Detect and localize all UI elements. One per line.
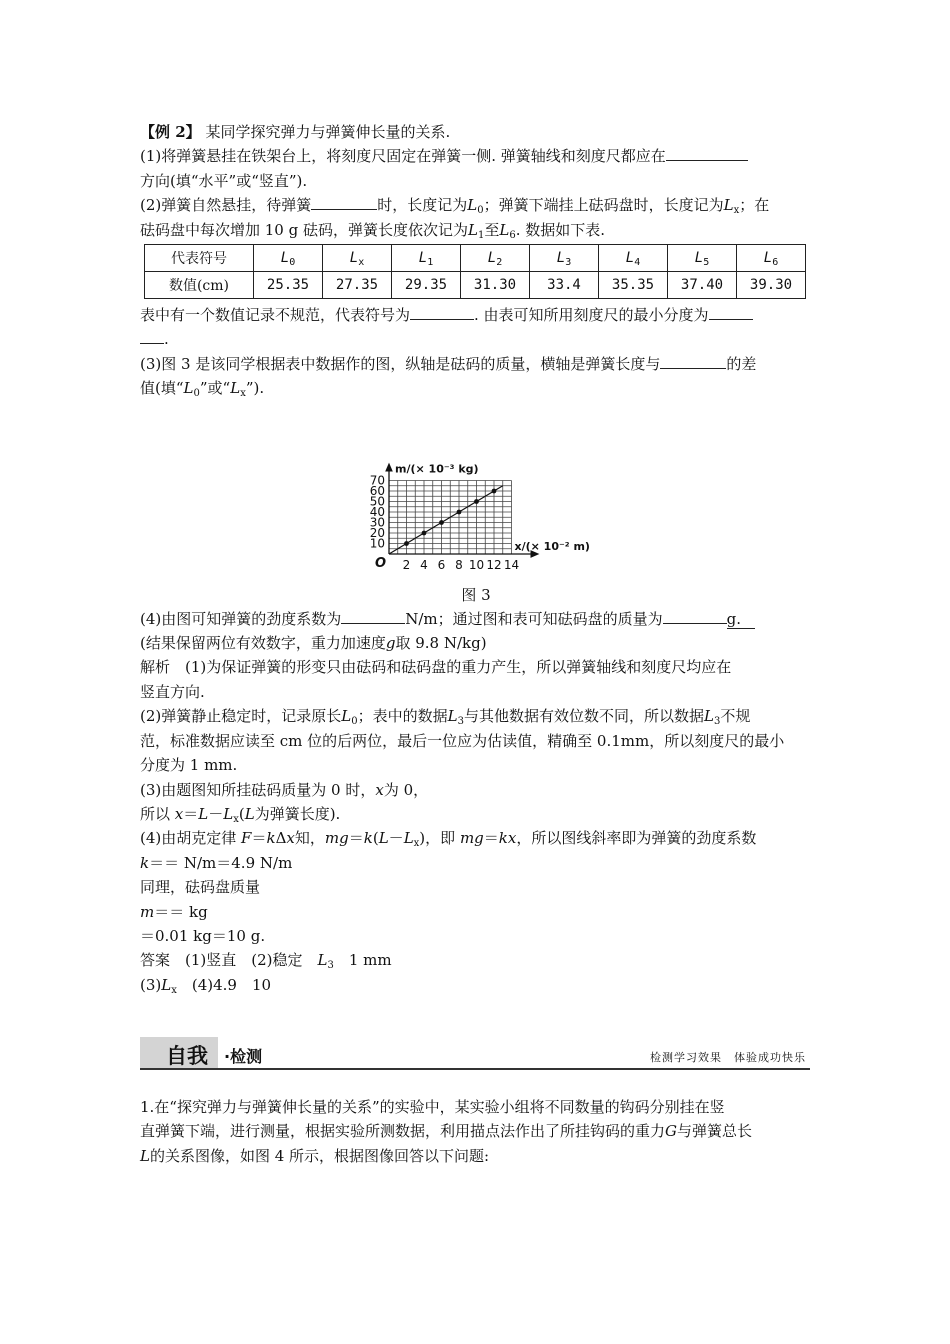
example-tag: 【例 2】 [140, 123, 201, 141]
q4-blank-1[interactable] [341, 608, 405, 624]
value-cell: 39.30 [737, 272, 806, 299]
q3-text: (3)图 3 是该同学根据表中数据作的图，纵轴是砝码的质量，横轴是弹簧长度与 [140, 354, 661, 373]
analysis-5 [140, 753, 812, 777]
q1-line-2 [140, 169, 812, 193]
q2-text: ；弹簧下端挂上砝码盘时，长度记为 [483, 196, 724, 215]
var-k: k [363, 829, 373, 848]
q2-blank-1[interactable] [311, 194, 377, 210]
q2-text: . 由表可知所用刻度尺的最小分度为 [474, 306, 709, 325]
symbol-cell: $L_5$ [668, 245, 737, 272]
var-x: x [507, 829, 517, 848]
value-cell: 35.35 [599, 272, 668, 299]
answer-text: (3) [140, 975, 162, 994]
data-point [457, 509, 462, 514]
var-L: L [703, 707, 714, 726]
analysis-2 [140, 680, 812, 704]
analysis-text: 同理，砝码盘质量 [140, 878, 261, 897]
y-tick-label: 10 [369, 536, 385, 551]
var-g: g [385, 634, 396, 653]
example-title: 某同学探究弹力与弹簧伸长量的关系. [205, 123, 451, 141]
q2-text: 砝码盘中每次增加 10 g 砝码，弹簧长度依次记为 [140, 220, 468, 239]
symbol-cell: $L_6$ [737, 245, 806, 272]
q1-text: (1)将弹簧悬挂在铁架台上，将刻度尺固定在弹簧一侧. 弹簧轴线和刻度尺都应在 [140, 147, 666, 166]
q4-text: g. [727, 610, 755, 629]
answer-text: 答案 (1)竖直 (2)稳定 [140, 951, 318, 970]
y-tick-label: 30 [369, 515, 385, 530]
analysis-1 [140, 655, 812, 679]
origin-label: O [375, 555, 387, 571]
q4-text: (结果保留两位有效数字，重力加速度 [140, 634, 386, 653]
q4-line-2 [140, 631, 812, 655]
example-heading [140, 120, 812, 144]
symbol-cell: $L_4$ [599, 245, 668, 272]
var-L: L [467, 196, 478, 215]
analysis-text: 为弹簧长度). [254, 804, 341, 823]
sub-3: 3 [457, 716, 464, 728]
var-L: L [161, 975, 172, 994]
x-tick-label: 10 [468, 557, 485, 572]
value-label: 数值(cm) [145, 272, 254, 299]
question-1 [140, 1095, 812, 1168]
figure-caption: 图 3 [461, 585, 491, 604]
symbol-cell: $L_1$ [392, 245, 461, 272]
analysis-11 [140, 900, 812, 924]
var-L: L [317, 951, 328, 970]
analysis-text: 解析 (1)为保证弹簧的形变只由砝码和砝码盘的重力产生，所以弹簧轴线和刻度尺均应在 [140, 658, 732, 677]
question1-text: 的关系图像，如图 4 所示，根据图像回答以下问题: [149, 1146, 490, 1165]
analysis-text: 不规 [720, 707, 751, 726]
var-m: m [140, 902, 155, 921]
sub-x: x [171, 984, 177, 996]
analysis-7 [140, 802, 812, 826]
sub-6: 6 [509, 229, 516, 241]
sub-0: 0 [193, 388, 200, 400]
analysis-text: ＝0.01 kg＝10 g. [140, 926, 266, 945]
self-check-header [140, 1037, 810, 1069]
question1-text: 与弹簧总长 [677, 1122, 753, 1141]
q4-text: (4)由图可知弹簧的劲度系数为 [140, 609, 342, 628]
symbol-cell: $L_0$ [254, 245, 323, 272]
q1-line-1 [140, 144, 812, 168]
analysis-4 [140, 729, 812, 753]
y-tick-label: 40 [369, 504, 385, 519]
analysis-text: (3)由题图知所挂砝码质量为 0 时， [140, 780, 376, 799]
analysis-text: ( [238, 804, 245, 823]
question1-text: 1.在“探究弹力与弹簧伸长量的关系”的实验中，某实验小组将不同数量的钩码分别挂在竖 [140, 1098, 725, 1116]
analysis-text: 分度为 1 mm. [140, 756, 238, 775]
q4-blank-2[interactable] [663, 608, 727, 624]
table-row-symbols [145, 245, 806, 272]
x-tick-label: 4 [420, 557, 428, 572]
sub-0: 0 [351, 716, 358, 728]
analysis-12 [140, 924, 812, 948]
var-L: L [723, 196, 734, 215]
var-L: L [244, 804, 255, 823]
x-tick-label: 2 [402, 557, 411, 572]
var-g: g [474, 829, 484, 848]
q1-blank[interactable] [666, 145, 748, 161]
analysis-9 [140, 851, 812, 875]
symbol-cell: $L_x$ [323, 245, 392, 272]
data-point [474, 499, 479, 504]
q2-text: (2)弹簧自然悬挂，待弹簧 [140, 196, 312, 215]
analysis-text: (2)弹簧静止稳定时，记录原长 [140, 707, 342, 726]
analysis-text: 知， [294, 829, 325, 848]
sub-x: x [733, 205, 740, 217]
section-sub-title: ·检测 [224, 1047, 263, 1066]
value-cell: 33.4 [530, 272, 599, 299]
analysis-text: － [208, 804, 224, 823]
q1-text-2: 方向(填“水平”或“竖直”). [140, 171, 308, 190]
value-cell: 25.35 [254, 272, 323, 299]
q3-text: ”). [245, 379, 265, 398]
analysis-text: 范，标准数据应读至 cm 位的后两位，最后一位应为估读值，精确至 0.1mm，所以刻度尺的最小 [140, 731, 785, 750]
analysis-text: 竖直方向. [140, 682, 205, 701]
section-divider [140, 1068, 810, 1070]
analysis-3 [140, 704, 812, 728]
x-tick-label: 8 [455, 557, 463, 572]
q3-line-1 [140, 352, 812, 376]
q1-text-line-1 [140, 1095, 812, 1119]
analysis-text: 为 0， [383, 780, 429, 799]
x-tick-label: 6 [437, 557, 446, 572]
header-label: 代表符号 [145, 245, 254, 272]
x-tick-label: 14 [503, 557, 520, 572]
sub-x: x [233, 813, 239, 825]
q3-text: ”或“ [199, 379, 231, 398]
analysis-text: Δ [275, 829, 287, 848]
example-2 [140, 120, 812, 997]
q2-text: . [164, 330, 169, 349]
sub-3: 3 [327, 960, 334, 972]
analysis-text: ＝＝ N/m＝4.9 N/m [149, 853, 293, 872]
data-table [144, 244, 806, 299]
chart-svg [140, 411, 812, 583]
question1-text: 直弹簧下端，进行测量，根据实验所测数据，利用描点法作出了所挂钩码的重力 [140, 1122, 666, 1141]
x-tick-label: 12 [486, 557, 502, 572]
var-L: L [223, 804, 234, 823]
q2-line-3 [140, 303, 812, 327]
analysis-text: ＝ [483, 829, 499, 848]
analysis-text: )，即 [419, 829, 456, 848]
sub-x: x [413, 838, 420, 850]
figure-3 [140, 411, 812, 583]
var-L: L [183, 379, 194, 398]
analysis-10 [140, 875, 812, 899]
var-x: x [286, 829, 295, 848]
x-axis-label: x/(× 10⁻² m) [514, 539, 590, 553]
sub-1: 1 [477, 229, 485, 241]
analysis-text: (4)由胡克定律 [140, 829, 237, 848]
q4-text: N/m；通过图和表可知砝码盘的质量为 [405, 609, 663, 628]
var-L: L [447, 707, 458, 726]
var-L: L [403, 829, 414, 848]
data-point [439, 520, 444, 525]
var-L: L [198, 804, 209, 823]
answer-2 [140, 973, 812, 997]
analysis-8 [140, 826, 812, 850]
analysis-text: ＝ [183, 804, 199, 823]
var-L: L [468, 220, 478, 239]
y-tick-label: 70 [369, 473, 385, 488]
sub-x: x [240, 388, 246, 400]
q3-text: 值(填“ [140, 379, 184, 398]
var-k: k [266, 829, 276, 848]
analysis-text: ＝＝ kg [154, 902, 208, 921]
value-cell: 27.35 [323, 272, 392, 299]
var-k: k [498, 829, 508, 848]
section-slogan: 检测学习效果 体验成功快乐 [650, 1051, 806, 1064]
q2-line-1 [140, 193, 812, 217]
q2-text: ；在 [739, 196, 770, 215]
y-tick-label: 60 [369, 483, 385, 498]
q2-text: . 数据如下表. [515, 220, 606, 239]
q3-text: 的差 [726, 354, 757, 373]
analysis-6 [140, 778, 812, 802]
var-G: G [665, 1122, 677, 1141]
q4-text: 取 9.8 N/kg) [395, 634, 487, 653]
var-x: x [174, 804, 184, 823]
table-row-values [145, 272, 806, 299]
q2-text: 至 [484, 220, 500, 239]
sub-3: 3 [713, 716, 721, 728]
var-F: F [241, 829, 252, 848]
var-L: L [378, 829, 389, 848]
y-tick-label: 50 [369, 494, 385, 509]
var-L: L [499, 220, 510, 239]
q1-text-line-3 [140, 1144, 812, 1168]
q2-line-2 [140, 218, 812, 242]
var-g: g [339, 829, 349, 848]
answer-text: 1 mm [333, 951, 392, 970]
q2-line-4 [140, 327, 812, 351]
q3-line-2 [140, 376, 812, 400]
analysis-text: ，所以图线斜率即为弹簧的劲度系数 [516, 829, 757, 848]
symbol-cell: $L_2$ [461, 245, 530, 272]
analysis-text: ；表中的数据 [357, 707, 448, 726]
q2-blank-3[interactable] [709, 304, 753, 320]
analysis-text: ＝ [251, 829, 267, 848]
var-L: L [230, 379, 241, 398]
y-tick-label: 20 [369, 525, 385, 540]
q2-blank-3-cont[interactable] [140, 328, 164, 344]
section-main-title: 自我 [166, 1044, 208, 1068]
var-L: L [341, 707, 352, 726]
var-L: L [140, 1146, 150, 1165]
q4-line-1 [140, 607, 812, 631]
q2-text: 时，长度记为 [377, 196, 468, 215]
data-point [492, 488, 497, 493]
value-cell: 31.30 [461, 272, 530, 299]
analysis-text: － [388, 829, 404, 848]
answer-1 [140, 948, 812, 972]
var-k: k [140, 853, 150, 872]
var-m: m [459, 829, 475, 848]
analysis-text: 与其他数据有效位数不同，所以数据 [463, 707, 704, 726]
data-point [404, 541, 409, 546]
q3-blank[interactable] [660, 353, 726, 369]
value-cell: 37.40 [668, 272, 737, 299]
value-cell: 29.35 [392, 272, 461, 299]
q2-text: 表中有一个数值记录不规范，代表符号为 [140, 306, 411, 325]
analysis-text: ( [372, 829, 379, 848]
data-point [422, 530, 427, 535]
y-axis-label: m/(× 10⁻³ kg) [395, 462, 479, 476]
q1-text-line-2 [140, 1119, 812, 1143]
symbol-cell: $L_3$ [530, 245, 599, 272]
q2-blank-2[interactable] [410, 304, 474, 320]
answer-text: (4)4.9 10 [176, 975, 272, 994]
var-m: m [324, 829, 340, 848]
analysis-text: 所以 [140, 804, 171, 823]
analysis-text: ＝ [348, 829, 364, 848]
sub-0: 0 [477, 205, 484, 217]
var-x: x [375, 780, 384, 799]
